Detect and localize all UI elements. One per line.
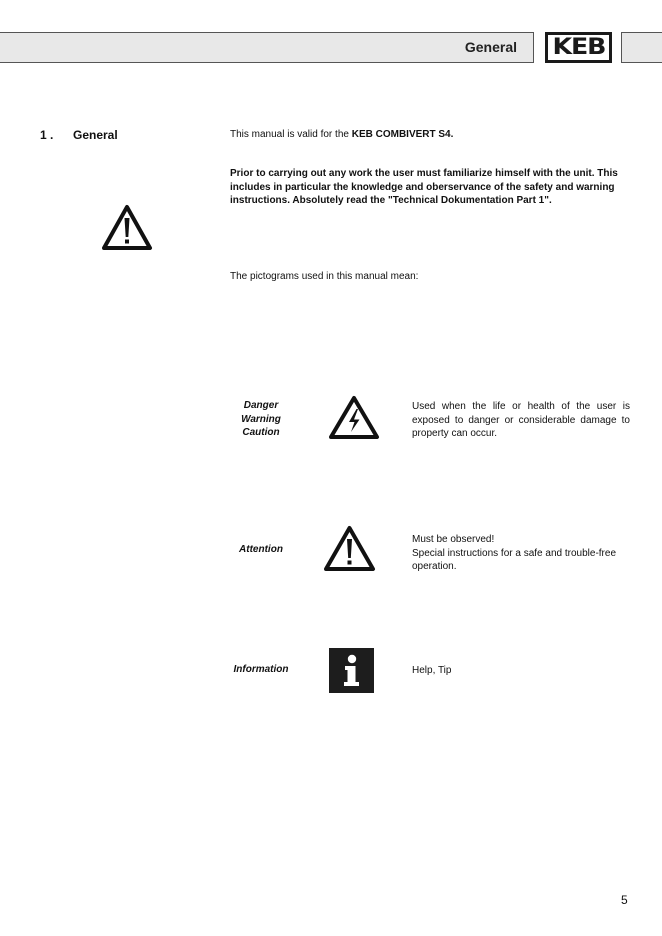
attention-line: Must be observed! (412, 534, 495, 545)
section-title: General (73, 128, 118, 142)
danger-label-line: Danger (243, 400, 279, 411)
caution-label-line: Caution (242, 427, 280, 438)
header-bar (0, 32, 534, 63)
intro-prefix: This manual is valid for the (230, 129, 352, 140)
section-number: 1 . (40, 128, 54, 142)
product-name: KEB COMBIVERT S4. (351, 129, 454, 140)
safety-warning-paragraph: Prior to carrying out any work the user must familiarize himself with the unit. This includes in particular the knowledge and oberservance of the safety and warning instructions. Absolutely read the "Technical Dokumentation Part 1". (230, 168, 618, 206)
header-box-right (621, 32, 662, 63)
pictograms-intro: The pictograms used in this manual mean: (230, 271, 419, 282)
warning-label-line: Warning (241, 413, 281, 425)
page-number: 5 (621, 893, 628, 907)
information-description: Help, Tip (412, 665, 452, 676)
attention-warning-icon (323, 525, 376, 573)
keb-logo (545, 32, 612, 63)
information-label: Information (233, 664, 289, 675)
attention-line: Special instructions for a safe and trouble-free (412, 547, 616, 559)
attention-warning-icon (101, 204, 153, 252)
danger-description: Used when the life or health of the user is exposed to danger or considerable damage to property can occur. (412, 401, 630, 439)
logo-text: KEB (552, 34, 605, 60)
danger-label (226, 399, 296, 440)
attention-label: Attention (239, 544, 283, 555)
electric-warning-icon (328, 395, 380, 441)
header-title: General (464, 39, 517, 55)
attention-description (412, 533, 630, 574)
attention-line: operation. (412, 561, 457, 572)
information-icon (329, 648, 374, 693)
intro-paragraph (230, 128, 632, 142)
